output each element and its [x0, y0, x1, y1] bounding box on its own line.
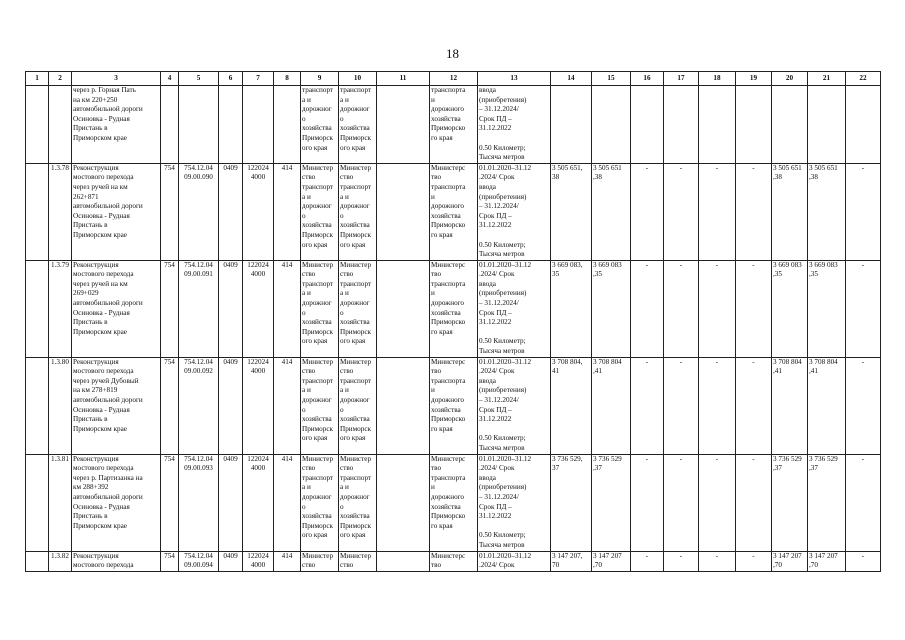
page-number: 18 [446, 46, 459, 61]
table-cell: - [664, 163, 699, 260]
table-cell: - [736, 551, 772, 571]
table-cell: 3 708 804 ,41 [808, 357, 846, 454]
table-cell: 3 736 529 ,37 [772, 454, 808, 551]
table-cell: 1.3.79 [49, 260, 72, 357]
table-cell: Министер ство транспорт а и дорожног о хозяйства Приморск ого края [301, 260, 339, 357]
table-cell: 414 [274, 357, 301, 454]
table-cell: Реконструкция мостового перехода через ручей Дубовый на км 278+819 автомобильной дороги Осиновка - Рудная Пристань в Приморском крае [72, 357, 161, 454]
table-cell: 1.3.82 [49, 551, 72, 571]
table-row [26, 454, 881, 551]
table-cell: транспорта и дорожного хозяйства Приморско го края [430, 86, 478, 164]
column-header: 6 [219, 72, 243, 86]
table-cell: - [631, 551, 664, 571]
column-header: 4 [161, 72, 179, 86]
table-cell: 754.12.04 09.00.093 [179, 454, 219, 551]
table-cell: 3 505 651 ,38 [592, 163, 631, 260]
table-cell: Реконструкция мостового перехода [72, 551, 161, 571]
table-cell: - [664, 551, 699, 571]
table-row [26, 163, 881, 260]
table-cell: 01.01.2020–31.12 .2024/ Срок [478, 551, 551, 571]
table-cell: 3 669 083 ,35 [808, 260, 846, 357]
table-cell: 3 736 529 ,37 [808, 454, 846, 551]
table-cell [846, 86, 881, 164]
table-cell: 3 708 804, 41 [551, 357, 592, 454]
budget-table [25, 71, 881, 572]
table-cell: 122024 4000 [243, 163, 274, 260]
table-cell [808, 86, 846, 164]
header-row [26, 72, 881, 86]
table-cell: 1.3.80 [49, 357, 72, 454]
table-cell [26, 551, 49, 571]
table-cell: 0409 [219, 163, 243, 260]
table-cell [377, 551, 430, 571]
table-cell: Министерс тво транспорта и дорожного хозяйства Приморско го края [430, 163, 478, 260]
table-cell: Реконструкция мостового перехода через ручей на км 262+871 автомобильной дороги Осиновка - Рудная Пристань в Приморском крае [72, 163, 161, 260]
column-header: 19 [736, 72, 772, 86]
table-cell: 754 [161, 260, 179, 357]
table-cell: 3 669 083 ,35 [592, 260, 631, 357]
table-cell: Министерс тво [430, 551, 478, 571]
column-header: 21 [808, 72, 846, 86]
table-cell: 3 147 207 ,70 [808, 551, 846, 571]
column-header: 5 [179, 72, 219, 86]
table-cell: 3 708 804 ,41 [772, 357, 808, 454]
column-header: 2 [49, 72, 72, 86]
table-cell: 754.12.04 09.00.090 [179, 163, 219, 260]
table-cell: Министер ство транспорт а и дорожног о хозяйства Приморск ого края [301, 357, 339, 454]
table-cell [592, 86, 631, 164]
table-cell: - [736, 163, 772, 260]
table-cell [377, 454, 430, 551]
table-cell: - [846, 163, 881, 260]
table-cell: - [664, 260, 699, 357]
table-row [26, 260, 881, 357]
table-cell [377, 357, 430, 454]
table-cell [49, 86, 72, 164]
table-cell: - [631, 357, 664, 454]
table-cell: 01.01.2020–31.12 .2024/ Срок ввода (приобретения) – 31.12.2024/ Срок ПД – 31.12.2022 0.50 Километр; Тысяча метров [478, 357, 551, 454]
table-cell [631, 86, 664, 164]
column-header: 20 [772, 72, 808, 86]
table-cell: 754.12.04 09.00.091 [179, 260, 219, 357]
table-cell: - [736, 357, 772, 454]
table-cell [772, 86, 808, 164]
table-body [26, 86, 881, 572]
table-cell: 3 147 207 ,70 [592, 551, 631, 571]
table-cell: 0409 [219, 357, 243, 454]
table-cell: транспорт а и дорожног о хозяйства Приморск ого края [339, 86, 377, 164]
table-cell: 122024 4000 [243, 260, 274, 357]
table-cell: - [846, 454, 881, 551]
column-header: 14 [551, 72, 592, 86]
column-header: 13 [478, 72, 551, 86]
table-cell: - [631, 260, 664, 357]
table-cell [179, 86, 219, 164]
table-cell: - [631, 454, 664, 551]
table-cell [26, 357, 49, 454]
table-cell [26, 163, 49, 260]
table-cell: 3 505 651 ,38 [772, 163, 808, 260]
table-cell: 3 669 083 ,35 [772, 260, 808, 357]
table-cell: Министер ство [301, 551, 339, 571]
table-cell: - [846, 357, 881, 454]
table-cell: 01.01.2020–31.12 .2024/ Срок ввода (приобретения) – 31.12.2024/ Срок ПД – 31.12.2022 0.50 Километр; Тысяча метров [478, 163, 551, 260]
table-cell: 3 669 083, 35 [551, 260, 592, 357]
column-header: 18 [699, 72, 736, 86]
table-cell: Министер ство транспорт а и дорожног о хозяйства Приморск ого края [339, 454, 377, 551]
column-header: 7 [243, 72, 274, 86]
table-cell: - [699, 357, 736, 454]
table-cell: Министер ство транспорт а и дорожног о хозяйства Приморск ого края [339, 260, 377, 357]
table-cell: Министерс тво транспорта и дорожного хозяйства Приморско го края [430, 454, 478, 551]
table-cell: 122024 4000 [243, 357, 274, 454]
table-row [26, 551, 881, 571]
table-cell: Министер ство транспорт а и дорожног о хозяйства Приморск ого края [301, 163, 339, 260]
table-cell: 01.01.2020–31.12 .2024/ Срок ввода (приобретения) – 31.12.2024/ Срок ПД – 31.12.2022 0.50 Километр; Тысяча метров [478, 260, 551, 357]
table-cell [377, 163, 430, 260]
table-cell [699, 86, 736, 164]
table-cell: - [699, 260, 736, 357]
column-header: 11 [377, 72, 430, 86]
table-cell: Министер ство транспорт а и дорожног о хозяйства Приморск ого края [301, 454, 339, 551]
table-cell [664, 86, 699, 164]
table-cell [736, 86, 772, 164]
table-cell: - [664, 357, 699, 454]
table-cell: Министер ство транспорт а и дорожног о хозяйства Приморск ого края [339, 357, 377, 454]
table-cell [243, 86, 274, 164]
table-cell: - [699, 551, 736, 571]
table-cell: - [699, 163, 736, 260]
table-cell: 1.3.81 [49, 454, 72, 551]
table-cell: 754 [161, 163, 179, 260]
table-cell: 122024 4000 [243, 454, 274, 551]
table-cell: 0409 [219, 454, 243, 551]
table-cell: 3 736 529, 37 [551, 454, 592, 551]
table-cell: 3 708 804 ,41 [592, 357, 631, 454]
table-cell: Министерс тво транспорта и дорожного хозяйства Приморско го края [430, 357, 478, 454]
table-cell: - [846, 260, 881, 357]
table-cell: Министер ство транспорт а и дорожног о хозяйства Приморск ого края [339, 163, 377, 260]
table-cell [377, 86, 430, 164]
table-cell: 3 147 207, 70 [551, 551, 592, 571]
table-cell: 414 [274, 454, 301, 551]
table-cell: 414 [274, 551, 301, 571]
table-cell: - [631, 163, 664, 260]
column-header: 9 [301, 72, 339, 86]
table-cell: ввода (приобретения) – 31.12.2024/ Срок ПД – 31.12.2022 0.50 Километр; Тысяча метров [478, 86, 551, 164]
column-header: 8 [274, 72, 301, 86]
table-row [26, 357, 881, 454]
table-cell: 414 [274, 163, 301, 260]
table-cell: через р. Горная Пать на км 220+250 автомобильной дороги Осиновка - Рудная Пристань в Приморском крае [72, 86, 161, 164]
table-cell: 01.01.2020–31.12 .2024/ Срок ввода (приобретения) – 31.12.2024/ Срок ПД – 31.12.2022 0.50 Километр; Тысяча метров [478, 454, 551, 551]
table-cell: 754.12.04 09.00.094 [179, 551, 219, 571]
table-cell: 3 736 529 ,37 [592, 454, 631, 551]
table-cell [551, 86, 592, 164]
table-cell [161, 86, 179, 164]
table-cell: 754.12.04 09.00.092 [179, 357, 219, 454]
table-cell: Реконструкция мостового перехода через ручей на км 269+029 автомобильной дороги Осиновка - Рудная Пристань в Приморском крае [72, 260, 161, 357]
table-cell: 0409 [219, 260, 243, 357]
table-cell [219, 86, 243, 164]
table-cell: 3 505 651 ,38 [808, 163, 846, 260]
table-cell: Реконструкция мостового перехода через р. Партизанка на км 288+392 автомобильной дороги Осиновка - Рудная Пристань в Приморском крае [72, 454, 161, 551]
column-header: 16 [631, 72, 664, 86]
table-cell: 414 [274, 260, 301, 357]
table-cell: 754 [161, 551, 179, 571]
table-cell: транспорт а и дорожног о хозяйства Приморск ого края [301, 86, 339, 164]
table-cell [26, 86, 49, 164]
table-cell: 3 505 651, 38 [551, 163, 592, 260]
table-cell: Министер ство [339, 551, 377, 571]
table-cell [26, 260, 49, 357]
column-header: 15 [592, 72, 631, 86]
table-cell [377, 260, 430, 357]
table-cell: - [736, 260, 772, 357]
table-cell: 754 [161, 454, 179, 551]
column-header: 1 [26, 72, 49, 86]
table-cell: 1.3.78 [49, 163, 72, 260]
table-cell: 0409 [219, 551, 243, 571]
table-cell: - [664, 454, 699, 551]
table-cell: Министерс тво транспорта и дорожного хозяйства Приморско го края [430, 260, 478, 357]
table-cell [274, 86, 301, 164]
column-header: 22 [846, 72, 881, 86]
column-header: 3 [72, 72, 161, 86]
table-cell: - [846, 551, 881, 571]
column-header: 12 [430, 72, 478, 86]
table-cell [26, 454, 49, 551]
table-cell: 754 [161, 357, 179, 454]
table-cell: - [699, 454, 736, 551]
table-cell: - [736, 454, 772, 551]
table-cell: 122024 4000 [243, 551, 274, 571]
table-cell: 3 147 207 ,70 [772, 551, 808, 571]
column-header: 10 [339, 72, 377, 86]
table-row [26, 86, 881, 164]
column-header: 17 [664, 72, 699, 86]
